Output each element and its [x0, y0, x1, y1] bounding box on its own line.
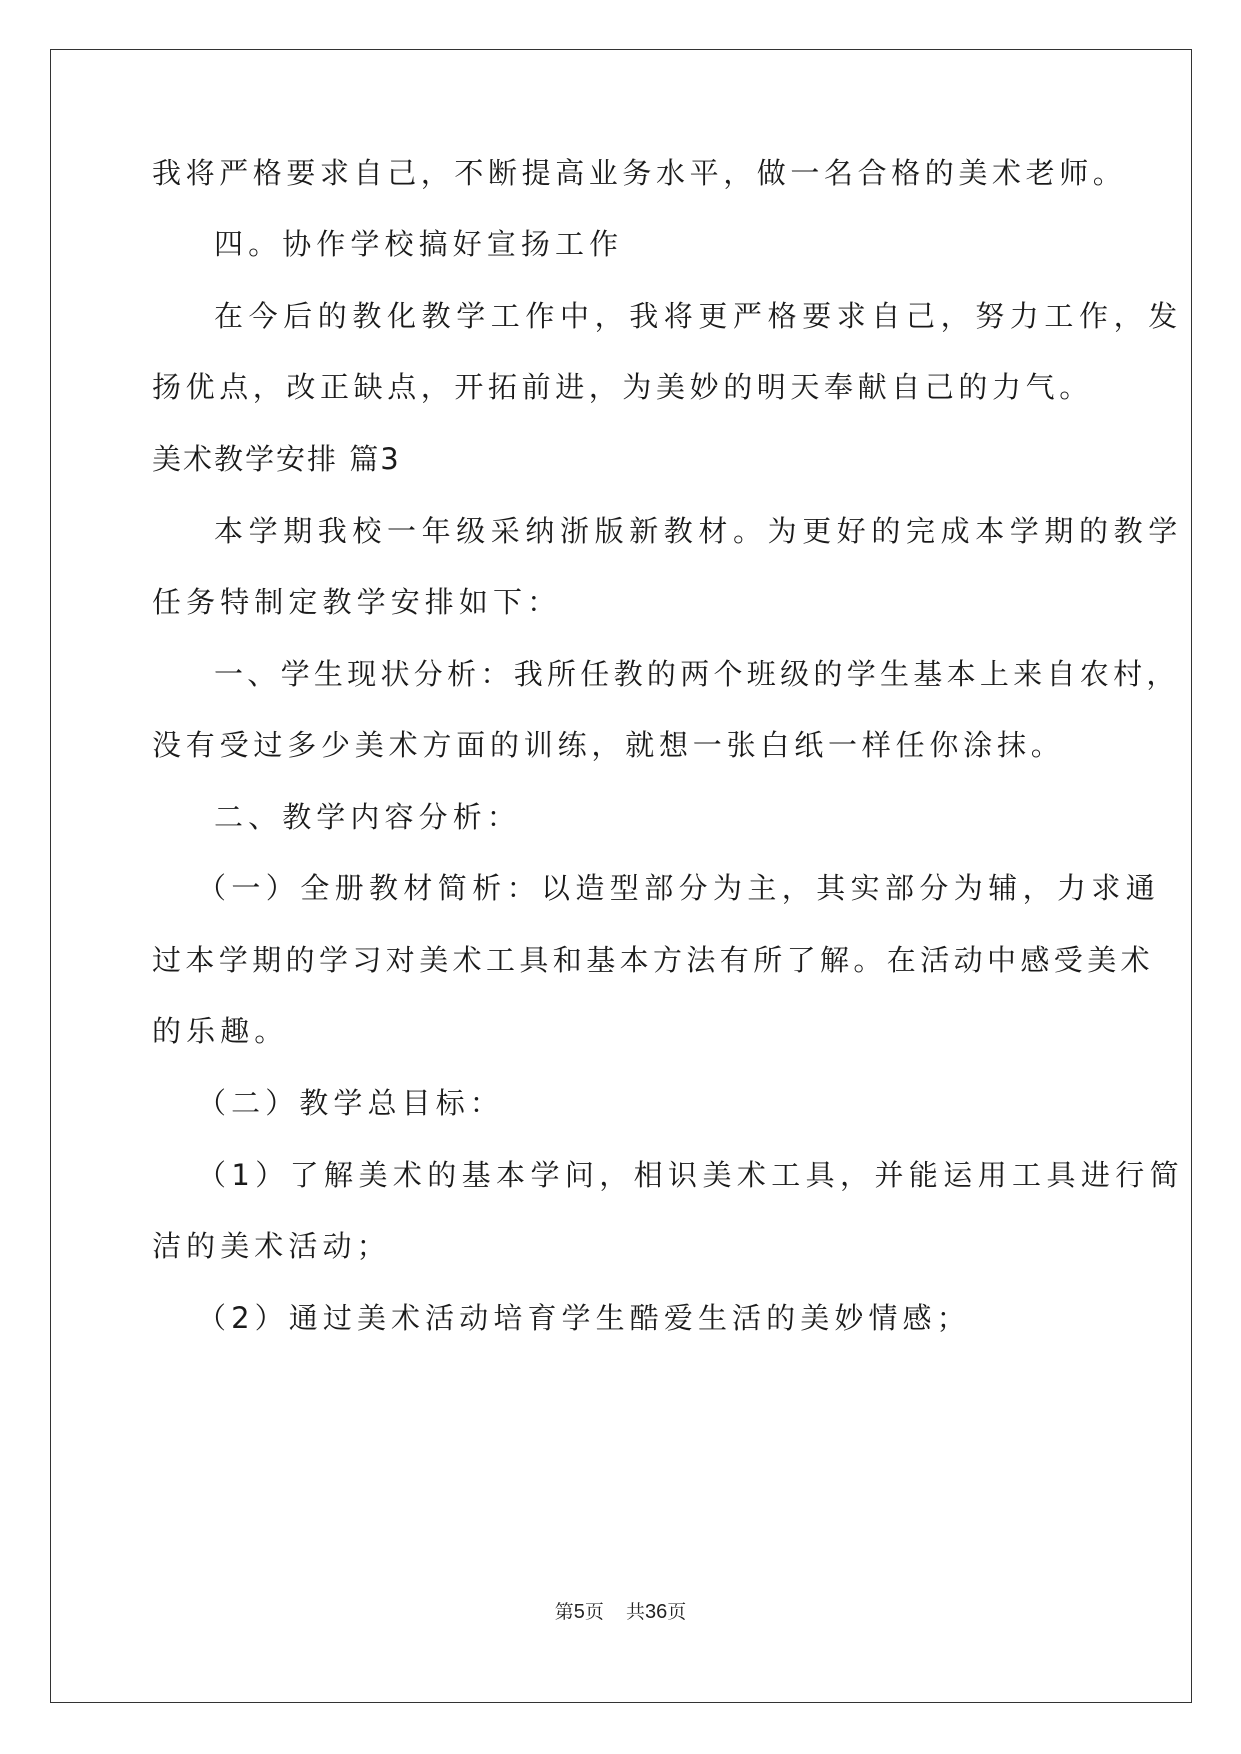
text-line: 本学期我校一年级采纳浙版新教材。为更好的完成本学期的教学 — [214, 514, 1183, 548]
text-line: 我将严格要求自己，不断提高业务水平，做一名合格的美术老师。 — [152, 156, 1127, 190]
page-label-prefix: 第 — [554, 1601, 574, 1623]
text-line: （2）通过美术活动培育学生酷爱生活的美妙情感； — [197, 1301, 971, 1335]
total-label-suffix: 页 — [667, 1601, 687, 1623]
current-page-number: 5 — [573, 1601, 585, 1623]
text-line: 的乐趣。 — [152, 1014, 289, 1048]
text-line: （一）全册教材简析：以造型部分为主，其实部分为辅，力求通 — [197, 871, 1161, 905]
page-label-suffix: 页 — [584, 1601, 604, 1623]
section-heading: 二、教学内容分析： — [214, 800, 521, 834]
text-line: 在今后的教化教学工作中，我将更严格要求自己，努力工作，发 — [214, 299, 1183, 333]
text-line: 洁的美术活动； — [152, 1229, 391, 1263]
section-heading: （二）教学总目标： — [197, 1086, 504, 1120]
text-line: 扬优点，改正缺点，开拓前进，为美妙的明天奉献自己的力气。 — [152, 370, 1093, 404]
text-line: 任务特制定教学安排如下： — [152, 585, 562, 619]
text-line: （1）了解美术的基本学问，相识美术工具，并能运用工具进行简 — [197, 1158, 1185, 1192]
section-heading: 四。协作学校搞好宣扬工作 — [214, 227, 624, 261]
text-line: 过本学期的学习对美术工具和基本方法有所了解。在活动中感受美术 — [152, 943, 1155, 977]
text-line: 一、学生现状分析：我所任教的两个班级的学生基本上来自农村， — [214, 657, 1180, 691]
total-page-count: 36 — [644, 1601, 668, 1623]
text-line: 没有受过多少美术方面的训练，就想一张白纸一样任你涂抹。 — [152, 728, 1065, 762]
article-title: 美术教学安排 篇3 — [152, 442, 401, 476]
total-label-prefix: 共 — [625, 1601, 645, 1623]
page-footer — [0, 1597, 1241, 1624]
